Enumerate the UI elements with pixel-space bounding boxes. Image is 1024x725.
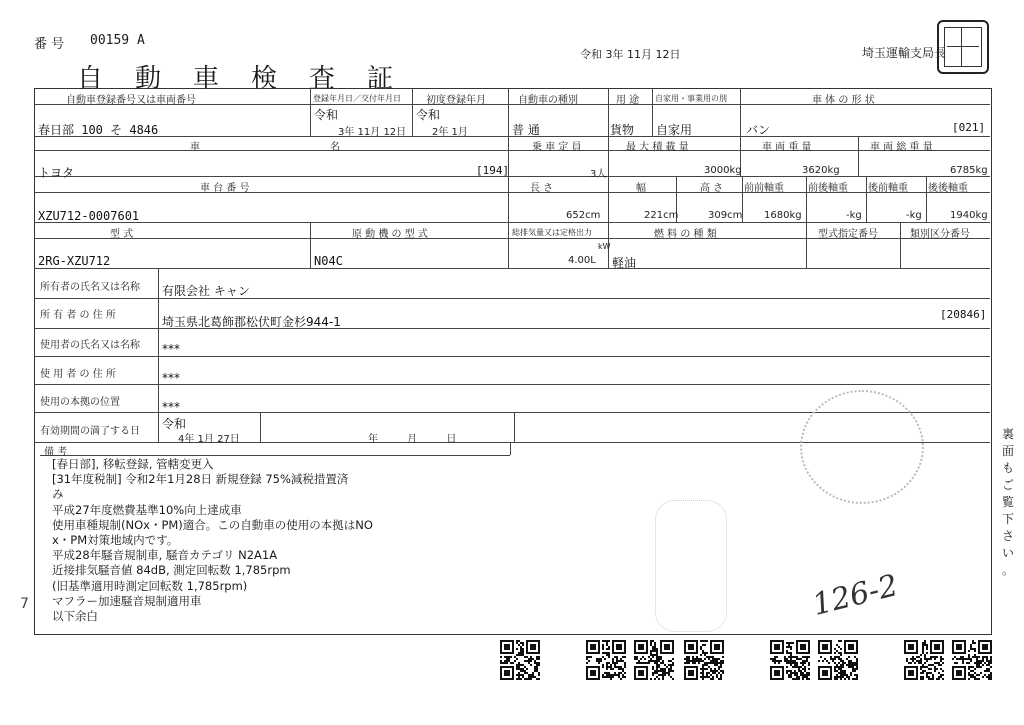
length-value: 652cm [566, 210, 601, 221]
height-label: 高 さ [700, 183, 724, 194]
remark-line: 近接排気騒音値 84dB, 測定回転数 1,785rpm [52, 563, 291, 578]
usage-value: 貨物 [610, 123, 635, 137]
faded-seal [800, 390, 924, 504]
remarks-label: 備 考 [44, 447, 68, 458]
handwritten-number: 126-2 [809, 568, 902, 623]
capacity-value: 3人 [590, 169, 607, 180]
remark-line: 平成28年騒音規制車, 騒音カテゴリ N2A1A [52, 548, 278, 563]
user-name-label: 使用者の氏名又は名称 [40, 340, 140, 351]
engine-model-label: 原 動 機 の 型 式 [352, 229, 428, 240]
expiry-blank: 年 月 日 [368, 434, 457, 445]
first-reg-era: 令和 [416, 108, 441, 122]
qr-code [586, 640, 626, 680]
remark-line: 使用車種規制(NOx・PM)適合。この自動車の使用の本拠はNO [52, 517, 373, 532]
margin-mark: 7 [20, 596, 29, 612]
document-title: 自 動 車 検 査 証 [76, 64, 395, 94]
rf-axle-label: 後前軸重 [868, 183, 908, 194]
side-note: 裏 面 も ご 覧 下 さ い 。 [1001, 427, 1014, 577]
fuel-label: 燃 料 の 種 類 [654, 229, 717, 240]
usage-label: 用 途 [616, 95, 640, 106]
gross-weight-value: 6785kg [950, 165, 988, 176]
car-name-label: 車 [190, 142, 200, 153]
category-label: 類別区分番号 [910, 229, 970, 240]
base-location-label: 使用の本拠の位置 [40, 397, 120, 408]
capacity-label: 乗 車 定 員 [532, 142, 582, 153]
model-label: 型 式 [110, 229, 134, 240]
qr-code [818, 640, 858, 680]
user-address-label: 使 用 者 の 住 所 [40, 369, 116, 380]
remark-line: 以下余白 [52, 609, 98, 624]
car-name-value: トヨタ [38, 166, 75, 180]
fr-axle-label: 前後軸重 [808, 183, 848, 194]
owner-code: [20846] [940, 308, 987, 321]
fuel-value: 軽油 [612, 256, 637, 270]
type-designation-label: 型式指定番号 [818, 229, 878, 240]
base-location-value: *** [162, 400, 180, 414]
car-name-label-2: 名 [330, 142, 340, 153]
qr-code [770, 640, 810, 680]
reg-no-value: 春日部 100 そ 4846 [38, 123, 159, 137]
chassis-value: XZU712-0007601 [38, 209, 140, 223]
remarks-block [52, 457, 512, 624]
remark-line: x・PM対策地域内です。 [52, 533, 179, 548]
remark-line: マフラー加速騒音規制適用車 [52, 593, 202, 608]
remark-line: 平成27年度燃費基準10%向上達成車 [52, 502, 242, 517]
remark-line: [31年度税制] 令和2年1月28日 新規登録 75%減税措置済 [52, 472, 349, 487]
qr-code [634, 640, 674, 680]
max-load-value: 3000kg [704, 165, 742, 176]
owner-address-value: 埼玉県北葛飾郡松伏町金杉944-1 [162, 315, 341, 329]
owner-name-value: 有限会社 キャン [162, 284, 250, 298]
expiry-label: 有効期間の満了する日 [40, 426, 140, 437]
body-shape-label: 車 体 の 形 状 [812, 95, 875, 106]
qr-code [684, 640, 724, 680]
qr-code [952, 640, 992, 680]
gross-weight-label: 車 両 総 重 量 [870, 142, 933, 153]
reg-date-label: 登録年月日／交付年月日 [313, 94, 401, 103]
usage-sub-value: 自家用 [656, 123, 693, 137]
displacement-label: 総排気量又は定格出力 [512, 228, 592, 237]
issuer: 埼玉運輸支局長 [862, 46, 947, 60]
expiry-date-value: 4年 1月 27日 [178, 434, 240, 445]
weight-label: 車 両 重 量 [762, 142, 812, 153]
first-reg-value: 2年 1月 [432, 127, 468, 138]
user-name-value: *** [162, 342, 180, 356]
ff-axle-label: 前前軸重 [744, 183, 784, 194]
rr-axle-label: 後後軸重 [928, 183, 968, 194]
car-code: [194] [476, 164, 510, 177]
remark-line: み [52, 487, 64, 502]
number-label: 番 号 [34, 37, 65, 52]
reg-no-label: 自動車登録番号又は車両番号 [66, 95, 196, 106]
weight-value: 3620kg [802, 165, 840, 176]
remark-line: (旧基準適用時測定回転数 1,785rpm) [52, 578, 248, 593]
fr-axle-value: -kg [846, 210, 862, 221]
usage-sub-label: 自家用・事業用の別 [655, 94, 727, 103]
max-load-label: 最 大 積 載 量 [626, 142, 689, 153]
height-value: 309cm [708, 210, 743, 221]
first-reg-label: 初度登録年月 [426, 95, 486, 106]
owner-name-label: 所有者の氏名又は名称 [40, 282, 140, 293]
issue-date: 令和 3年 11月 12日 [580, 48, 681, 61]
displacement-value: 4.00L [568, 255, 596, 266]
user-address-value: *** [162, 371, 180, 385]
chassis-label: 車 台 番 号 [200, 183, 250, 194]
expiry-era: 令和 [162, 417, 187, 431]
owner-address-label: 所 有 者 の 住 所 [40, 310, 116, 321]
reg-era: 令和 [314, 108, 339, 122]
kind-label: 自動車の種別 [518, 95, 578, 106]
qr-code [500, 640, 540, 680]
width-label: 幅 [636, 183, 646, 194]
ff-axle-value: 1680kg [764, 210, 802, 221]
reg-date-value: 3年 11月 12日 [338, 127, 407, 138]
body-code: [021] [952, 121, 986, 134]
displacement-unit: kW [598, 242, 611, 251]
length-label: 長 さ [530, 183, 554, 194]
number-value: 00159 A [90, 33, 145, 48]
body-shape-value: バン [746, 123, 771, 137]
official-seal [937, 20, 989, 74]
kind-value: 普 通 [512, 123, 540, 137]
width-value: 221cm [644, 210, 679, 221]
rf-axle-value: -kg [906, 210, 922, 221]
qr-code [904, 640, 944, 680]
model-value: 2RG-XZU712 [38, 254, 111, 268]
faded-mark [655, 500, 727, 632]
rr-axle-value: 1940kg [950, 210, 988, 221]
remark-line: [春日部], 移転登録, 管轄変更入 [52, 457, 214, 471]
engine-model-value: N04C [314, 254, 343, 268]
